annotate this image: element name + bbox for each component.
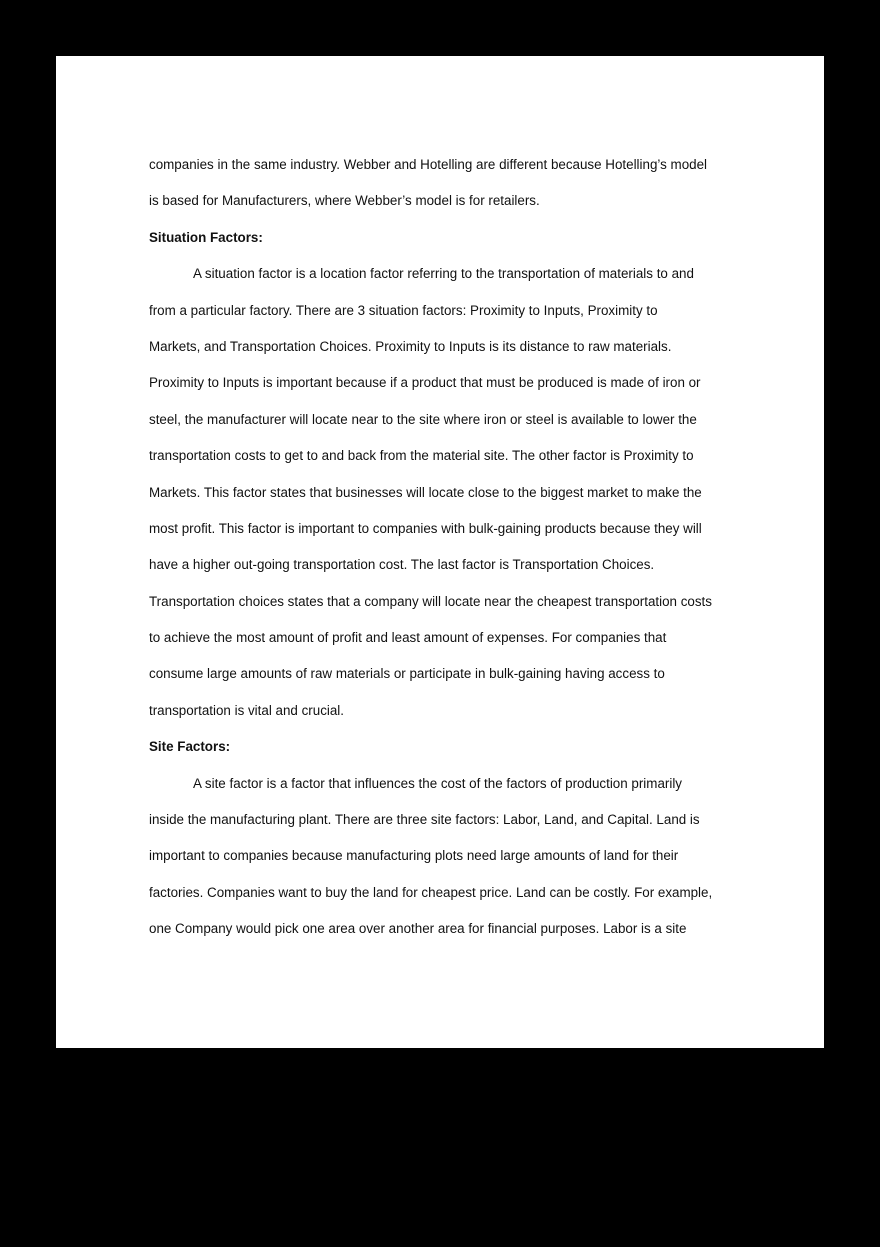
text-line: Transportation choices states that a company will locate near the cheapest transportation costs — [149, 593, 712, 609]
heading-situation-factors: Situation Factors: — [149, 229, 263, 245]
text-line: transportation costs to get to and back from the material site. The other factor is Proximity to — [149, 448, 694, 464]
text-line: to achieve the most amount of profit and least amount of expenses. For companies that — [149, 630, 667, 646]
document-body — [149, 147, 739, 948]
text-line: Markets. This factor states that businesses will locate close to the biggest market to make the — [149, 484, 702, 500]
text-line: have a higher out-going transportation cost. The last factor is Transportation Choices. — [149, 557, 655, 573]
text-line: one Company would pick one area over another area for financial purposes. Labor is a site — [149, 921, 687, 937]
text-line: important to companies because manufacturing plots need large amounts of land for their — [149, 848, 679, 864]
text-line: most profit. This factor is important to companies with bulk-gaining products because they will — [149, 520, 702, 536]
text-line: A site factor is a factor that influences the cost of the factors of production primarily — [193, 775, 682, 791]
text-line: is based for Manufacturers, where Webber’s model is for retailers. — [149, 193, 540, 209]
text-line: transportation is vital and crucial. — [149, 702, 345, 718]
text-line: consume large amounts of raw materials or participate in bulk-gaining having access to — [149, 666, 665, 682]
text-line: Markets, and Transportation Choices. Proximity to Inputs is its distance to raw materials. — [149, 338, 672, 354]
text-line: from a particular factory. There are 3 situation factors: Proximity to Inputs, Proximity to — [149, 302, 658, 318]
text-line: inside the manufacturing plant. There are three site factors: Labor, Land, and Capital. Land is — [149, 812, 700, 828]
text-line: factories. Companies want to buy the land for cheapest price. Land can be costly. For example, — [149, 884, 713, 900]
heading-site-factors: Site Factors: — [149, 739, 231, 755]
text-line: steel, the manufacturer will locate near to the site where iron or steel is available to lower the — [149, 411, 697, 427]
text-line: A situation factor is a location factor referring to the transportation of materials to and — [193, 266, 694, 282]
text-line: companies in the same industry. Webber and Hotelling are different because Hotelling’s model — [149, 157, 708, 172]
text-line: Proximity to Inputs is important because if a product that must be produced is made of iron or — [149, 375, 701, 391]
document-page — [56, 56, 824, 1048]
